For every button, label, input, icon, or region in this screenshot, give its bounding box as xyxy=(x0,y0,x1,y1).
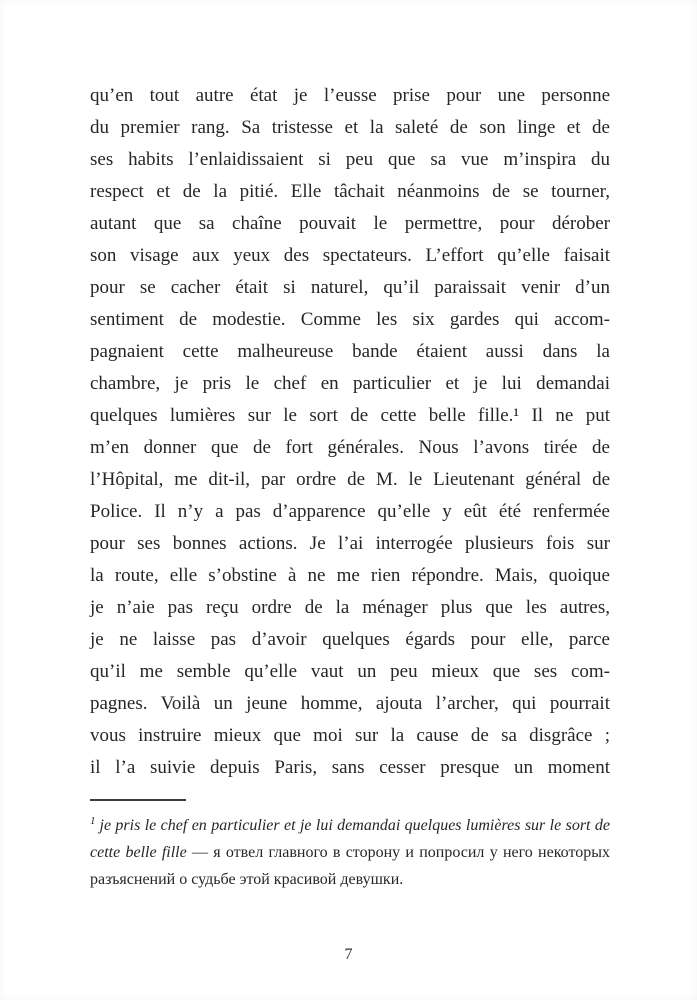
body-text-line: Police. Il n’y a pas d’apparence qu’elle y eût été renfermée xyxy=(90,501,610,522)
body-text-line: pagnes. Voilà un jeune homme, ajouta l’archer, qui pourrait xyxy=(90,693,610,714)
body-text-line: ses habits l’enlaidissaient si peu que sa vue m’inspira du xyxy=(90,149,610,170)
body-text-line: la route, elle s’obstine à ne me rien répondre. Mais, quoique xyxy=(90,565,610,586)
body-text-line: respect et de la pitié. Elle tâchait néanmoins de se tourner, xyxy=(90,181,610,202)
body-text-line: je ne laisse pas d’avoir quelques égards pour elle, parce xyxy=(90,629,610,650)
footnote-separator xyxy=(90,799,186,801)
body-text-line: il l’a suivie depuis Paris, sans cesser presque un moment xyxy=(90,757,610,778)
body-text-line: m’en donner que de fort générales. Nous l’avons tirée de xyxy=(90,437,610,458)
footnote xyxy=(90,799,610,893)
body-text-line: autant que sa chaîne pouvait le permettre, pour dérober xyxy=(90,213,610,234)
footnote-russian-text: — я отвел главного в сторону и попросил у него некоторых разъяснений о судьбе этой красивой девушки. xyxy=(90,844,611,888)
body-text-line: pagnaient cette malheureuse bande étaient aussi dans la xyxy=(90,341,610,362)
body-text-line: quelques lumières sur le sort de cette belle fille.¹ Il ne put xyxy=(90,405,610,426)
page-text-block xyxy=(90,80,610,893)
body-text-line: du premier rang. Sa tristesse et la saleté de son linge et de xyxy=(90,117,610,138)
page-number: 7 xyxy=(344,946,353,963)
body-text-line: chambre, je pris le chef en particulier et je lui demandai xyxy=(90,373,610,394)
body-text-line: son visage aux yeux des spectateurs. L’effort qu’elle faisait xyxy=(90,245,610,266)
body-text-line: pour ses bonnes actions. Je l’ai interrogée plusieurs fois sur xyxy=(90,533,610,554)
footnote-marker: 1 xyxy=(90,814,96,827)
body-text-line: qu’en tout autre état je l’eusse prise pour une personne xyxy=(90,85,610,106)
body-text xyxy=(90,80,610,784)
footnote-text xyxy=(90,812,610,893)
body-text-line: vous instruire mieux que moi sur la cause de sa disgrâce ; xyxy=(90,725,610,746)
footnote-french-text: je pris le chef en particulier et je lui demandai quelques lumières sur le sort de cette belle fille xyxy=(90,817,610,861)
body-text-line: pour se cacher était si naturel, qu’il paraissait venir d’un xyxy=(90,277,610,298)
body-text-line: je n’aie pas reçu ordre de la ménager plus que les autres, xyxy=(90,597,610,618)
body-text-line: sentiment de modestie. Comme les six gardes qui accom- xyxy=(90,309,610,330)
body-text-line: qu’il me semble qu’elle vaut un peu mieux que ses com- xyxy=(90,661,610,682)
body-text-line: l’Hôpital, me dit-il, par ordre de M. le Lieutenant général de xyxy=(90,469,610,490)
